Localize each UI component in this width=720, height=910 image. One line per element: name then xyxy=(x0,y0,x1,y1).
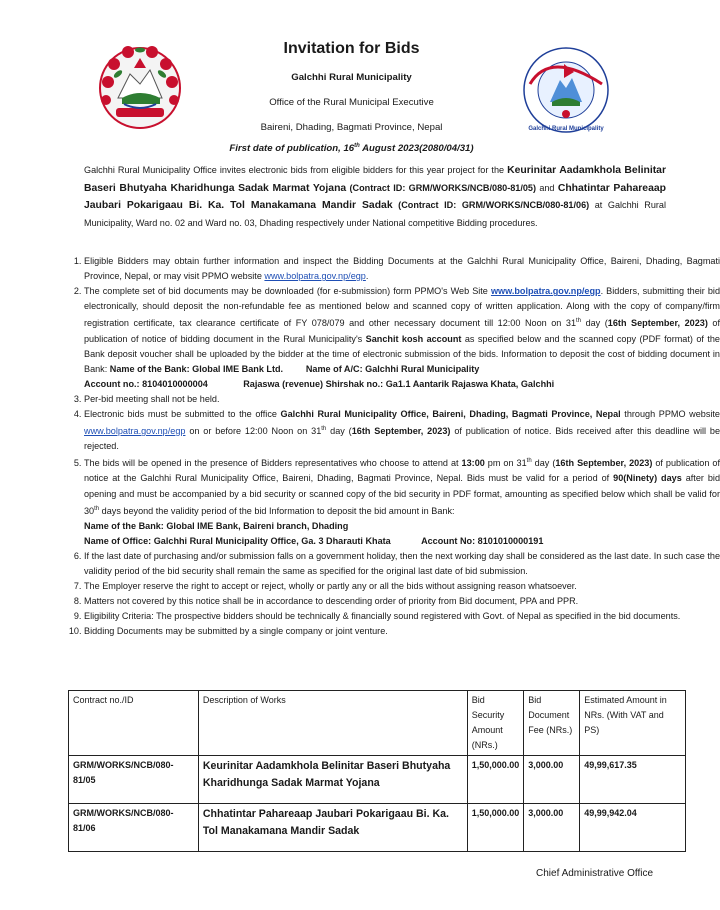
list-item: 4. Electronic bids must be submitted to the office Galchhi Rural Municipality Office, Baireni, Dhading, Bagmati Province, Nepal through PPMO website www.bolpatra.gov.np/egp on or before 12:00 Noon on 31th day (16th September, 2023) of publication of notice. Bids received after this deadline will be rejected. xyxy=(84,407,720,454)
municipality-logo-text: Galchhi Rural Municipality xyxy=(528,126,604,132)
ppmo-link[interactable]: www.bolpatra.gov.np/egp xyxy=(264,271,366,282)
table-header: Contract no./ID xyxy=(69,691,199,756)
estimated-amount-cell: 49,99,617.35 xyxy=(580,756,686,804)
list-item: 1. Eligible Bidders may obtain further information and inspect the Bidding Documents at the Galchhi Rural Municipality Office, Baireni, Dhading, Bagmati Province, Nepal, or may visit PPMO website www.bolpatra.gov.np/egp. xyxy=(84,254,720,284)
list-item: 2. The complete set of bid documents may be downloaded (for e-submission) form PPMO's Web Site www.bolpatra.gov.np/egp. Bidders, submitting their bid electronically, should deposit the non-refundable fee as mentioned below and scanned copy of written application. Along with the copy of company/firm registration certificate, tax clearance certificate of FY 078/079 and other necessary document till 12:00 Noon on 31th day (16th September, 2023) of publication of notice of bidding document in the Rural Municipality's Sanchit kosh account as specified below and the scanned copy (PDF format) of the Bank deposit voucher shall be uploaded by the bidder at the time of electronic submission of the bids. Information to deposit the cost of bidding document in Bank: Name of the Bank: Global IME Bank Ltd. Name of A/C: Galchhi Rural Municipality Account no.: 8104010000004 Rajaswa (revenue) Shirshak no.: Ga1.1 Aantarik Rajaswa Khata, Galchhi xyxy=(84,284,720,392)
signatory: Chief Administrative Office xyxy=(536,868,654,879)
document-fee-cell: 3,000.00 xyxy=(524,756,580,804)
list-item: 10. Bidding Documents may be submitted by a single company or joint venture. xyxy=(84,624,720,639)
description-cell: Keurinitar Aadamkhola Belinitar Baseri Bhutyaha Kharidhunga Sadak Marmat Yojana xyxy=(198,756,467,804)
ppmo-link[interactable]: www.bolpatra.gov.np/egp xyxy=(490,286,601,297)
description-cell: Chhatintar Pahareaap Jaubari Pokarigaau Bi. Ka. Tol Manakamana Mandir Sadak xyxy=(198,804,467,852)
bids-table xyxy=(68,690,686,852)
table-row xyxy=(69,804,686,852)
ppmo-link[interactable]: www.bolpatra.gov.np/egp xyxy=(84,426,186,437)
table-header: Bid Security Amount (NRs.) xyxy=(467,691,524,756)
table-header-row xyxy=(69,691,686,756)
page-title: Invitation for Bids xyxy=(283,40,420,57)
office-name: Office of the Rural Municipal Executive xyxy=(269,97,434,108)
table-row xyxy=(69,756,686,804)
document-fee-cell: 3,000.00 xyxy=(524,804,580,852)
bid-security-cell: 1,50,000.00 xyxy=(467,756,524,804)
contract-id-cell: GRM/WORKS/NCB/080-81/06 xyxy=(69,804,199,852)
estimated-amount-cell: 49,99,942.04 xyxy=(580,804,686,852)
publication-date: First date of publication, 16th August 2023(2080/04/31) xyxy=(229,143,474,155)
list-item: 3. Per-bid meeting shall not be held. xyxy=(84,392,720,407)
conditions-list xyxy=(42,254,720,639)
list-item: 6. If the last date of purchasing and/or submission falls on a government holiday, then the next working day shall be considered as the last date. In such case the validity period of the bid security shall remain the same as specified for the original last date of bid submission. xyxy=(84,549,720,579)
office-address: Baireni, Dhading, Bagmati Province, Nepal xyxy=(260,122,443,133)
bid-security-cell: 1,50,000.00 xyxy=(467,804,524,852)
list-item: 7. The Employer reserve the right to accept or reject, wholly or partly any or all the bids without assigning reason whatsoever. xyxy=(84,579,720,594)
list-item: 9. Eligibility Criteria: The prospective bidders should be technically & financially sound registered with Govt. of Nepal as specified in the bid documents. xyxy=(84,609,720,624)
table-header: Description of Works xyxy=(198,691,467,756)
municipality-name: Galchhi Rural Municipality xyxy=(291,72,412,83)
contract-id-cell: GRM/WORKS/NCB/080-81/05 xyxy=(69,756,199,804)
intro-paragraph: Galchhi Rural Municipality Office invites electronic bids from eligible bidders for this year project for the Keurinitar Aadamkhola Belinitar Baseri Bhutyaha Kharidhunga Sadak Marmat Yojana (Contract ID: GRM/WORKS/NCB/080-81/05) and Chhatintar Pahareaap Jaubari Pokarigaau Bi. Ka. Tol Manakamana Mandir Sadak (Contract ID: GRM/WORKS/NCB/080-81/06) at Galchhi Rural Municipality, Ward no. 02 and Ward no. 03, Dhading respectively under National competitive Bidding procedures. xyxy=(84,165,666,228)
table-header: Bid Document Fee (NRs.) xyxy=(524,691,580,756)
list-item: 5. The bids will be opened in the presence of Bidders representatives who choose to attend at 13:00 pm on 31th day (16th September, 2023) of publication of notice at the Galchhi Rural Municipality Office, Baireni, Dhading, Bagmati Province, Nepal. Bids must be valid for a period of 90(Ninety) days after bid opening and must be accompanied by a bid security or scanned copy of the bid security in PDF format, amounting as specified below which shall be valid for 30th days beyond the validity period of the bid Information to deposit the bid amount in Bank: Name of the Bank: Global IME Bank, Baireni branch, Dhading Name of Office: Galchhi Rural Municipality Office, Ga. 3 Dharauti Khata Account No: 8101010000191 xyxy=(84,454,720,549)
table-header: Estimated Amount in NRs. (With VAT and PS) xyxy=(580,691,686,756)
list-item: 8. Matters not covered by this notice shall be in accordance to descending order of priority from Bid document, PPA and PPR. xyxy=(84,594,720,609)
